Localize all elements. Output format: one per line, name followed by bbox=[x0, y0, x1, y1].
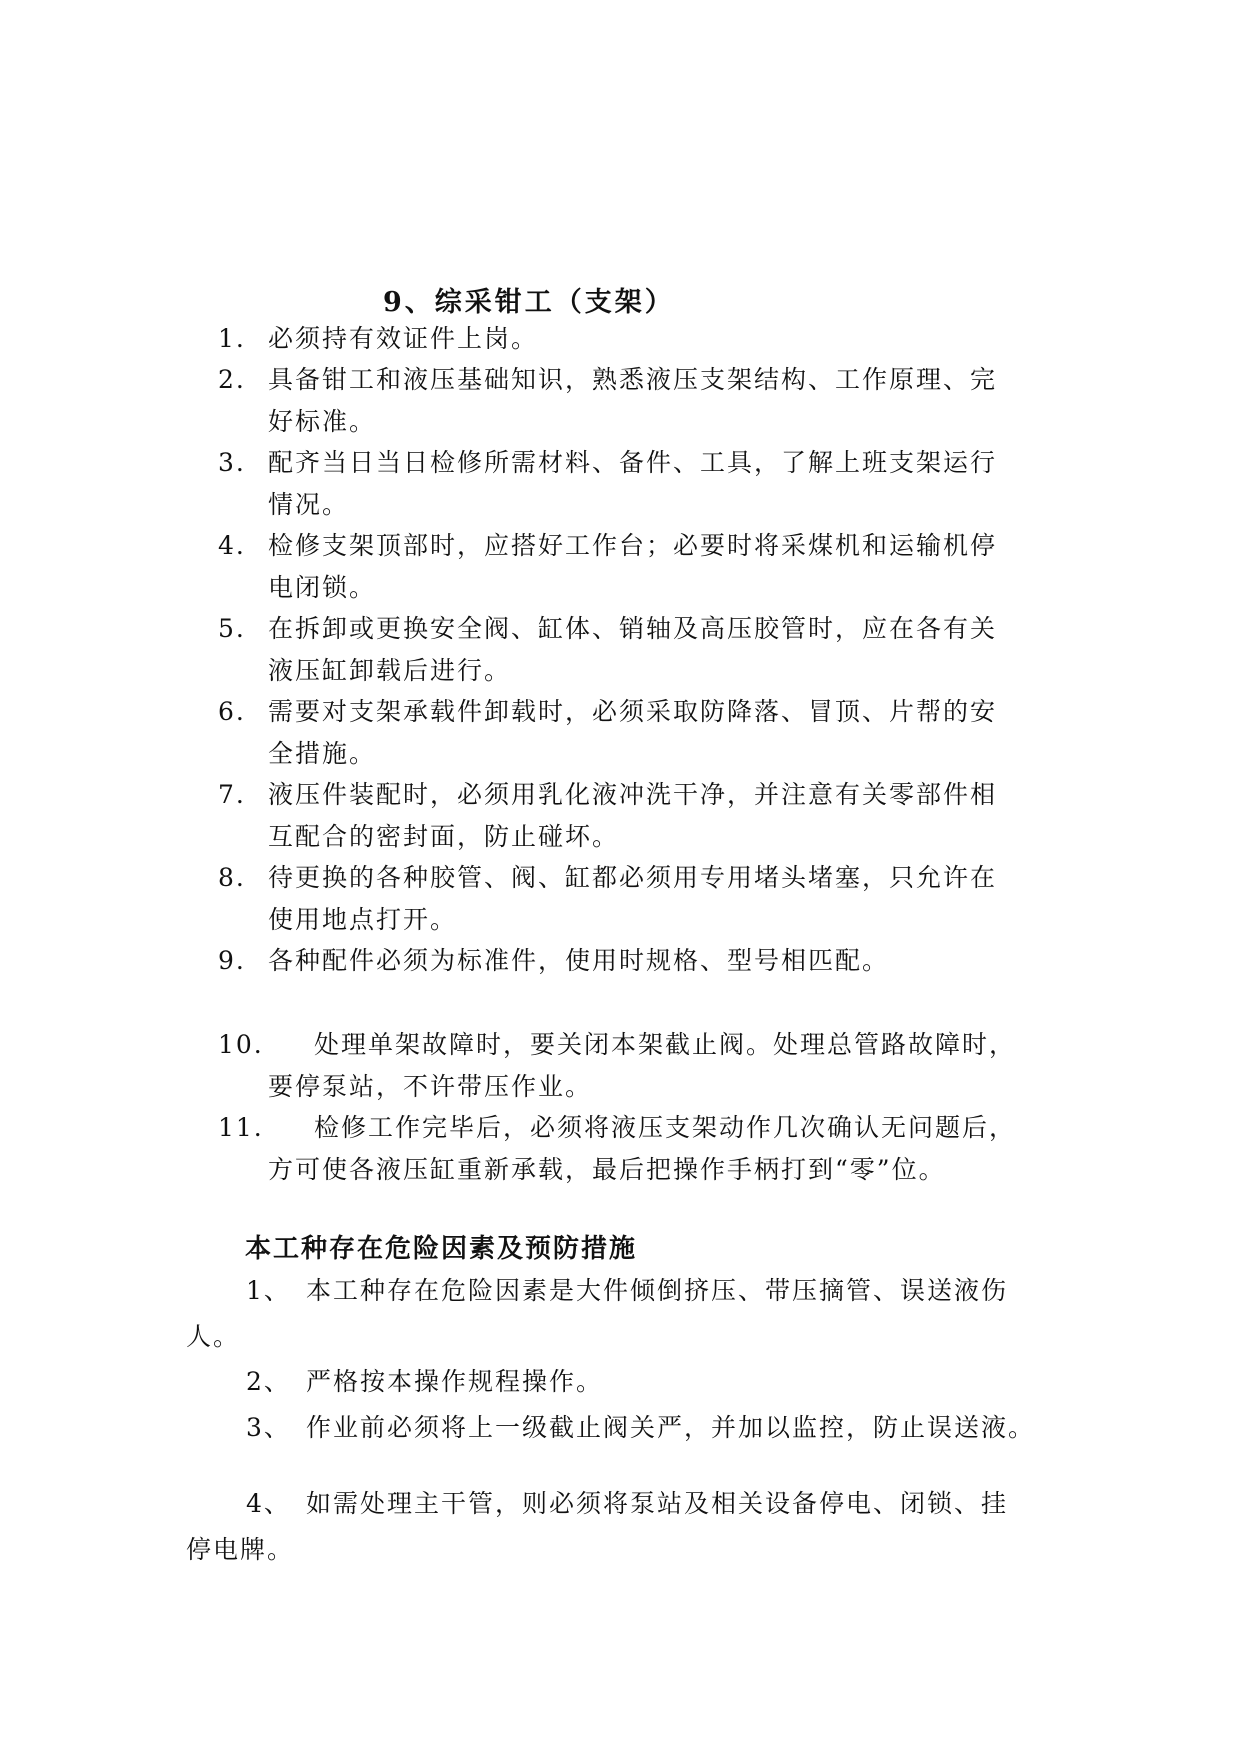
rule-text: 需要对支架承载件卸载时，必须采取防降落、冒顶、片帮的安 bbox=[268, 697, 998, 726]
risk-item bbox=[186, 1405, 1056, 1451]
rule-text: 液压件装配时，必须用乳化液冲洗干净，并注意有关零部件相 bbox=[268, 780, 998, 809]
risk-text: 如需处理主干管，则必须将泵站及相关设备停电、闭锁、挂 bbox=[306, 1489, 1009, 1518]
risk-text-continued: 停电牌。 bbox=[186, 1535, 295, 1564]
rule-number: 5. bbox=[218, 614, 246, 643]
rule-text: 检修支架顶部时，应搭好工作台；必要时将采煤机和运输机停 bbox=[268, 531, 998, 560]
risk-item bbox=[186, 1481, 1056, 1573]
rule-text-continued: 好标准。 bbox=[268, 407, 377, 436]
rule-text-continued: 互配合的密封面，防止碰坏。 bbox=[268, 822, 620, 851]
risk-number: 1、 bbox=[246, 1276, 291, 1305]
rule-text: 具备钳工和液压基础知识，熟悉液压支架结构、工作原理、完 bbox=[268, 365, 998, 394]
rule-item bbox=[218, 608, 1058, 692]
rule-number: 1. bbox=[218, 324, 246, 353]
risk-text: 本工种存在危险因素是大件倾倒挤压、带压摘管、误送液伤 bbox=[306, 1276, 1009, 1305]
rule-number: 9. bbox=[218, 946, 246, 975]
rule-text-continued: 方可使各液压缸重新承载，最后把操作手柄打到“零”位。 bbox=[268, 1155, 946, 1184]
rule-item bbox=[218, 442, 1058, 526]
rule-number: 7. bbox=[218, 780, 246, 809]
rule-item bbox=[218, 857, 1058, 941]
rule-text: 处理单架故障时，要关闭本架截止阀。处理总管路故障时， bbox=[314, 1030, 1017, 1059]
section-title: 本工种存在危险因素及预防措施 bbox=[245, 1234, 638, 1264]
rule-text: 各种配件必须为标准件，使用时规格、型号相匹配。 bbox=[268, 946, 890, 975]
risk-text: 作业前必须将上一级截止阀关严，并加以监控，防止误送液。 bbox=[306, 1413, 1036, 1442]
rule-item bbox=[218, 940, 1058, 982]
rule-text: 配齐当日当日检修所需材料、备件、工具，了解上班支架运行 bbox=[268, 448, 998, 477]
risk-number: 4、 bbox=[246, 1489, 291, 1518]
rule-item bbox=[218, 1107, 1058, 1191]
rule-text: 待更换的各种胶管、阀、缸都必须用专用堵头堵塞，只允许在 bbox=[268, 863, 998, 892]
risk-item bbox=[186, 1268, 1056, 1360]
rule-item bbox=[218, 1024, 1058, 1108]
rule-text: 在拆卸或更换安全阀、缸体、销轴及高压胶管时，应在各有关 bbox=[268, 614, 998, 643]
rule-item bbox=[218, 359, 1058, 443]
risk-text-continued: 人。 bbox=[186, 1322, 241, 1351]
rule-item bbox=[218, 525, 1058, 609]
risk-text: 严格按本操作规程操作。 bbox=[306, 1367, 604, 1396]
rule-item bbox=[218, 774, 1058, 858]
page-title: 9、综采钳工（支架） bbox=[383, 287, 675, 318]
rule-text-continued: 液压缸卸载后进行。 bbox=[268, 656, 512, 685]
rule-number: 6. bbox=[218, 697, 246, 726]
rule-text-continued: 使用地点打开。 bbox=[268, 905, 458, 934]
rule-text: 必须持有效证件上岗。 bbox=[268, 324, 539, 353]
rule-number: 8. bbox=[218, 863, 246, 892]
rule-number: 10. bbox=[218, 1030, 264, 1059]
rule-number: 4. bbox=[218, 531, 246, 560]
risk-item bbox=[186, 1359, 1056, 1405]
rule-item bbox=[218, 318, 1058, 360]
rule-text: 检修工作完毕后，必须将液压支架动作几次确认无问题后， bbox=[314, 1113, 1017, 1142]
rule-number: 2. bbox=[218, 365, 246, 394]
rule-number: 3. bbox=[218, 448, 246, 477]
rule-item bbox=[218, 691, 1058, 775]
risk-number: 2、 bbox=[246, 1367, 291, 1396]
rule-text-continued: 全措施。 bbox=[268, 739, 377, 768]
rule-text-continued: 情况。 bbox=[268, 490, 350, 519]
rule-number: 11. bbox=[218, 1113, 264, 1142]
rule-text-continued: 要停泵站，不许带压作业。 bbox=[268, 1072, 593, 1101]
risk-number: 3、 bbox=[246, 1413, 291, 1442]
rule-text-continued: 电闭锁。 bbox=[268, 573, 377, 602]
